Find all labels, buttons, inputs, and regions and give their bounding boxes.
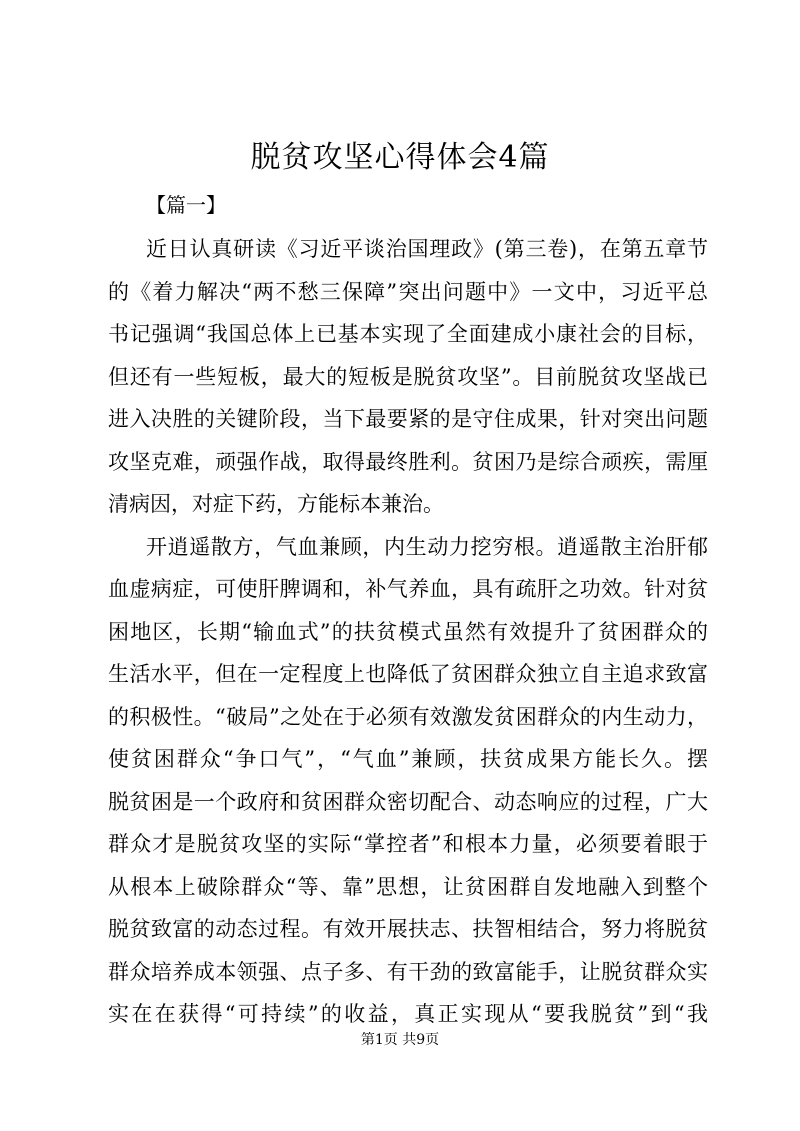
paragraph-line: 群众才是脱贫攻坚的实际“掌控者”和根本力量，必须要着眼于 bbox=[108, 832, 708, 856]
paragraph-line: 攻坚克难，顽强作战，取得最终胜利。贫困乃是综合顽疾，需厘 bbox=[108, 449, 708, 474]
paragraph-line: 但还有一些短板，最大的短板是脱贫攻坚”。目前脱贫攻坚战已 bbox=[108, 364, 708, 389]
paragraph-line: 困地区，长期“输血式”的扶贫模式虽然有效提升了贫困群众的 bbox=[108, 619, 708, 644]
paragraph-line: 从根本上破除群众“等、靠”思想，让贫困群自发地融入到整个 bbox=[108, 874, 708, 899]
paragraph-line: 开逍遥散方，气血兼顾，内生动力挖穷根。逍遥散主治肝郁 bbox=[146, 534, 708, 559]
paragraph-line: 脱贫困是一个政府和贫困群众密切配合、动态响应的过程，广大 bbox=[108, 789, 708, 814]
page-footer: 第1页 共9页 bbox=[360, 1032, 440, 1048]
document-title: 脱贫攻坚心得体会4篇 bbox=[250, 140, 550, 175]
paragraph-line: 的《着力解决“两不愁三保障”突出问题中》一文中，习近平总 bbox=[108, 279, 708, 304]
paragraph-line: 进入决胜的关键阶段，当下最要紧的是守住成果，针对突出问题 bbox=[108, 407, 708, 431]
paragraph-line: 脱贫致富的动态过程。有效开展扶志、扶智相结合，努力将脱贫 bbox=[108, 917, 708, 941]
paragraph-line: 清病因，对症下药，方能标本兼治。 bbox=[108, 492, 444, 516]
body-text bbox=[108, 228, 708, 1036]
section-label: 【篇一】 bbox=[146, 193, 226, 217]
paragraph-line: 书记强调“我国总体上已基本实现了全面建成小康社会的目标， bbox=[108, 322, 708, 346]
paragraph-line: 群众培养成本领强、点子多、有干劲的致富能手，让脱贫群众实 bbox=[108, 959, 708, 984]
paragraph-line: 的积极性。“破局”之处在于必须有效激发贫困群众的内生动力， bbox=[108, 704, 708, 729]
paragraph-line: 使贫困群众“争口气”，“气血”兼顾，扶贫成果方能长久。摆 bbox=[108, 747, 708, 771]
paragraph-line: 实在在获得“可持续”的收益，真正实现从“要我脱贫”到“我 bbox=[108, 1002, 708, 1026]
paragraph-line: 近日认真研读《习近平谈治国理政》(第三卷)，在第五章节 bbox=[146, 237, 708, 261]
paragraph-line: 生活水平，但在一定程度上也降低了贫困群众独立自主追求致富 bbox=[108, 662, 708, 686]
paragraph-line: 血虚病症，可使肝脾调和，补气养血，具有疏肝之功效。针对贫 bbox=[108, 577, 708, 601]
